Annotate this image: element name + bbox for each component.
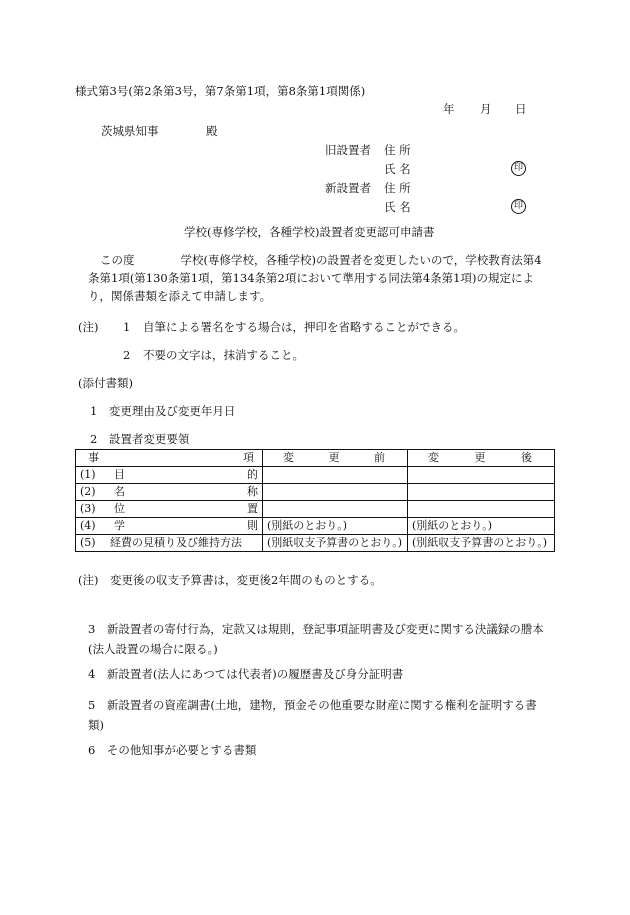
- attachment-5: 5 新設置者の資産調書(土地，建物，預金その他重要な財産に関する権利を証明する書類): [88, 698, 537, 732]
- row-after: (別紙収支予算書のとおり。): [408, 535, 555, 552]
- note-1-num: 1: [123, 320, 131, 334]
- new-name-label: 氏 名: [384, 200, 411, 214]
- date-day: 日: [515, 102, 527, 116]
- header-item: 事 項: [76, 450, 263, 467]
- row-item: (1) 目 的: [76, 467, 263, 484]
- attachment-3: 3 新設置者の寄付行為，定款又は規則，登記事項証明書及び変更に関する決議録の謄本(法人設置の場合に限る。): [88, 622, 544, 656]
- attachments-label: (添付書類): [78, 376, 133, 390]
- change-table: [75, 449, 555, 552]
- row-after: (別紙のとおり。): [408, 518, 555, 535]
- note-1-text: 自筆による署名をする場合は，押印を省略することができる。: [143, 320, 465, 334]
- old-address-label: 住 所: [384, 143, 411, 157]
- date-year: 年: [443, 102, 455, 116]
- row-before: [263, 501, 408, 518]
- table-row: [76, 535, 555, 552]
- form-number: 様式第3号(第2条第3号，第7条第1項，第8条第1項関係): [75, 84, 366, 98]
- old-name-label: 氏 名: [384, 162, 411, 176]
- body-text: この度 学校(専修学校，各種学校)の設置者を変更したいので，学校教育法第4条第1項(第130条第1項，第134条第2項において準用する同法第4条第1項)の規定により，関係書類を添えて申請します。: [88, 253, 542, 303]
- attachment-6: 6 その他知事が必要とする書類: [88, 743, 257, 757]
- row-after: [408, 467, 555, 484]
- row-before: (別紙のとおり。): [263, 518, 408, 535]
- addressee-honorific: 殿: [206, 124, 218, 138]
- note-2-text: 不要の文字は，抹消すること。: [143, 348, 304, 362]
- new-applicant-label: 新設置者: [325, 181, 371, 195]
- new-address-label: 住 所: [384, 181, 411, 195]
- new-seal-icon: 印: [511, 199, 526, 214]
- row-item: (3) 位 置: [76, 501, 263, 518]
- document-title: 学校(専修学校，各種学校)設置者変更認可申請書: [184, 225, 435, 239]
- row-before: (別紙収支予算書のとおり。): [263, 535, 408, 552]
- date-month: 月: [480, 102, 492, 116]
- row-after: [408, 484, 555, 501]
- row-before: [263, 467, 408, 484]
- attachment-2: 2 設置者変更要領: [90, 432, 190, 446]
- addressee-name: 茨城県知事: [101, 124, 159, 138]
- table-row: [76, 518, 555, 535]
- row-item: (4) 学 則: [76, 518, 263, 535]
- table-row: [76, 467, 555, 484]
- notes-label: (注): [78, 320, 99, 334]
- table-row: [76, 484, 555, 501]
- note-2-num: 2: [123, 348, 131, 362]
- table-header-row: [76, 450, 555, 467]
- table-row: [76, 501, 555, 518]
- row-item: (2) 名 称: [76, 484, 263, 501]
- header-before: 変 更 前: [263, 450, 408, 467]
- row-item: (5) 経費の見積り及び維持方法: [76, 535, 263, 552]
- old-applicant-label: 旧設置者: [325, 143, 371, 157]
- table-note: (注) 変更後の収支予算書は，変更後2年間のものとする。: [78, 573, 382, 587]
- attachment-1: 1 変更理由及び変更年月日: [90, 404, 236, 418]
- row-after: [408, 501, 555, 518]
- row-before: [263, 484, 408, 501]
- header-after: 変 更 後: [408, 450, 555, 467]
- attachment-4: 4 新設置者(法人にあつては代表者)の履歴書及び身分証明書: [88, 667, 404, 681]
- old-seal-icon: 印: [511, 161, 526, 176]
